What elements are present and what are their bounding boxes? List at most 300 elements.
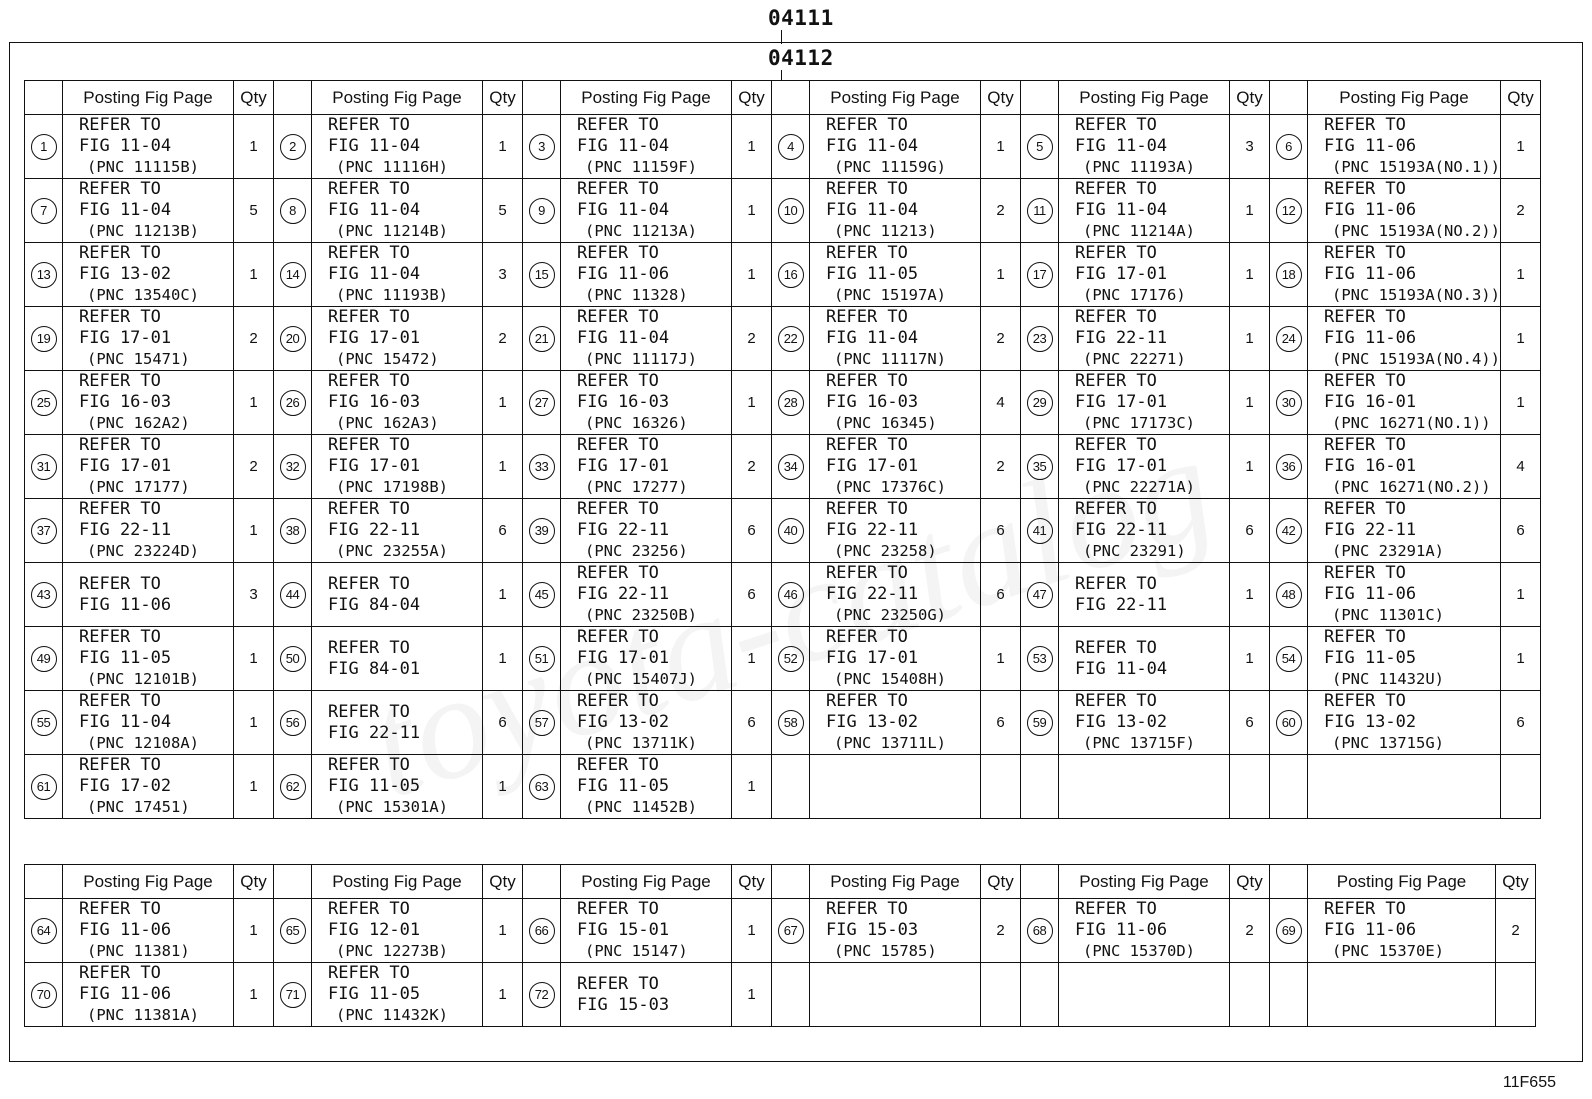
callout-number: 61 [31,774,57,800]
table-row [25,899,1536,963]
table-row [25,691,1541,755]
fig-page-text: FIG 11-05 [328,776,421,796]
fig-page-text: FIG 11-04 [1075,200,1168,220]
callout-number: 16 [778,262,804,288]
posting-ref-cell [63,627,234,691]
qty-cell: 6 [1500,691,1540,755]
refer-to-text: REFER TO [1075,307,1157,327]
pnc-text: (PNC 11116H) [336,158,448,176]
callout-number: 10 [778,198,804,224]
pnc-text: (PNC 16271(NO.1)) [1332,414,1491,432]
callout-number: 48 [1276,582,1302,608]
callout-number: 27 [529,390,555,416]
fig-page-text: FIG 22-11 [1075,328,1168,348]
refer-to-text: REFER TO [79,243,161,263]
qty-cell: 1 [732,179,772,243]
callout-number: 49 [31,646,57,672]
pnc-text: (PNC 11213A) [585,222,697,240]
posting-ref-cell [561,499,732,563]
refer-to-text: REFER TO [328,899,410,919]
callout-number: 59 [1027,710,1053,736]
pnc-text: (PNC 12101B) [87,670,199,688]
posting-ref-cell [1059,115,1230,179]
header-qty: Qty [234,865,274,899]
qty-cell: 1 [732,115,772,179]
callout-cell [1270,963,1308,1027]
table-row [25,963,1536,1027]
pnc-text: (PNC 11193B) [336,286,448,304]
callout-number: 50 [280,646,306,672]
callout-cell [1021,371,1059,435]
qty-cell: 1 [1500,563,1540,627]
fig-page-text: FIG 84-01 [328,658,421,679]
qty-cell: 4 [1500,435,1540,499]
header-num-cell [523,865,561,899]
refer-to-text: REFER TO [1324,499,1406,519]
callout-number: 8 [280,198,306,224]
fig-page-text: FIG 11-06 [79,594,172,615]
callout-cell [772,499,810,563]
header-posting-fig-page: Posting Fig Page [312,865,483,899]
refer-to-text: REFER TO [328,243,410,263]
pnc-text: (PNC 15785) [834,942,937,960]
refer-to-text: REFER TO [577,499,659,519]
table-body [25,899,1536,1027]
pnc-text: (PNC 11381A) [87,1006,199,1024]
reference-table-main [24,80,1541,819]
pnc-text: (PNC 15407J) [585,670,697,688]
fig-page-text: FIG 16-03 [79,392,172,412]
pnc-text: (PNC 11193A) [1083,158,1195,176]
refer-to-text: REFER TO [577,243,659,263]
posting-ref-cell [561,435,732,499]
pnc-text: (PNC 11117J) [585,350,697,368]
qty-cell: 2 [1500,179,1540,243]
qty-cell: 1 [483,115,523,179]
qty-cell: 4 [981,371,1021,435]
refer-to-text: REFER TO [79,115,161,135]
qty-cell: 1 [234,499,274,563]
refer-to-text: REFER TO [79,627,161,647]
pnc-text: (PNC 15472) [336,350,439,368]
callout-cell [25,627,63,691]
callout-cell [1270,627,1308,691]
pnc-text: (PNC 15193A(NO.4)) [1332,350,1500,368]
callout-cell [274,899,312,963]
callout-cell [523,243,561,307]
callout-number: 42 [1276,518,1302,544]
callout-number: 33 [529,454,555,480]
callout-cell [523,179,561,243]
posting-ref-cell [1308,755,1501,819]
header-qty: Qty [981,865,1021,899]
posting-ref-cell [312,963,483,1027]
fig-page-text: FIG 22-11 [1324,520,1417,540]
qty-cell: 2 [981,307,1021,371]
refer-to-text: REFER TO [577,627,659,647]
callout-cell [1270,499,1308,563]
refer-to-text: REFER TO [328,307,410,327]
callout-cell [523,627,561,691]
callout-cell [274,115,312,179]
refer-to-text: REFER TO [1324,243,1406,263]
qty-cell: 1 [234,899,274,963]
callout-cell [1021,115,1059,179]
posting-ref-cell [810,627,981,691]
refer-to-text: REFER TO [1324,179,1406,199]
callout-cell [1021,243,1059,307]
pnc-text: (PNC 13540C) [87,286,199,304]
refer-to-text: REFER TO [79,499,161,519]
refer-to-text: REFER TO [328,755,410,775]
pnc-text: (PNC 23291A) [1332,542,1444,560]
pnc-text: (PNC 162A2) [87,414,190,432]
posting-ref-cell [1308,435,1501,499]
refer-to-text: REFER TO [826,307,908,327]
qty-cell: 6 [981,563,1021,627]
table-row [25,307,1541,371]
qty-cell: 1 [234,691,274,755]
posting-ref-cell [810,371,981,435]
callout-cell [523,499,561,563]
pnc-text: (PNC 11432U) [1332,670,1444,688]
qty-cell: 1 [1230,371,1270,435]
posting-ref-cell [561,563,732,627]
posting-ref-cell [312,755,483,819]
qty-cell: 1 [732,755,772,819]
refer-to-text: REFER TO [79,573,161,594]
callout-number: 41 [1027,518,1053,544]
posting-ref-cell [810,307,981,371]
qty-cell: 1 [981,115,1021,179]
callout-number: 18 [1276,262,1302,288]
header-num-cell [1270,865,1308,899]
posting-ref-cell [312,499,483,563]
pnc-text: (PNC 13715G) [1332,734,1444,752]
callout-cell [25,691,63,755]
callout-number: 7 [31,198,57,224]
refer-to-text: REFER TO [826,499,908,519]
pnc-text: (PNC 17198B) [336,478,448,496]
callout-number: 60 [1276,710,1302,736]
callout-number: 64 [31,918,57,944]
fig-page-text: FIG 11-04 [79,200,172,220]
posting-ref-cell [63,755,234,819]
fig-page-text: FIG 22-11 [1075,594,1168,615]
pnc-text: (PNC 11213B) [87,222,199,240]
callout-number: 39 [529,518,555,544]
refer-to-text: REFER TO [826,435,908,455]
callout-number: 55 [31,710,57,736]
posting-ref-cell [1308,691,1501,755]
qty-cell: 2 [234,435,274,499]
header-posting-fig-page: Posting Fig Page [63,865,234,899]
callout-number: 14 [280,262,306,288]
pnc-text: (PNC 17173C) [1083,414,1195,432]
pnc-text: (PNC 11117N) [834,350,946,368]
fig-page-text: FIG 11-05 [1324,648,1417,668]
pnc-text: (PNC 23250G) [834,606,946,624]
callout-cell [1270,755,1308,819]
callout-cell [772,179,810,243]
callout-number: 71 [280,982,306,1008]
callout-cell [1270,371,1308,435]
qty-cell: 6 [981,691,1021,755]
refer-to-text: REFER TO [1324,563,1406,583]
callout-number: 21 [529,326,555,352]
callout-cell [772,371,810,435]
callout-cell [523,755,561,819]
fig-page-text: FIG 11-04 [826,136,919,156]
header-num-cell [25,81,63,115]
pnc-text: (PNC 11159F) [585,158,697,176]
refer-to-text: REFER TO [328,179,410,199]
fig-page-text: FIG 16-03 [826,392,919,412]
callout-cell [1021,307,1059,371]
figure-code: 11F655 [1502,1074,1556,1091]
qty-cell: 1 [732,371,772,435]
qty-cell: 6 [483,691,523,755]
qty-cell: 1 [1230,435,1270,499]
refer-to-text: REFER TO [1324,627,1406,647]
fig-page-text: FIG 17-01 [1075,264,1168,284]
pnc-text: (PNC 13711L) [834,734,946,752]
qty-cell: 5 [483,179,523,243]
fig-page-text: FIG 11-06 [79,920,172,940]
header-num-cell [1021,865,1059,899]
posting-ref-cell [1059,371,1230,435]
header-posting-fig-page: Posting Fig Page [1308,81,1501,115]
callout-cell [25,179,63,243]
fig-page-text: FIG 22-11 [577,584,670,604]
callout-number: 35 [1027,454,1053,480]
posting-ref-cell [561,179,732,243]
callout-cell [772,899,810,963]
callout-number: 38 [280,518,306,544]
callout-cell [1021,563,1059,627]
callout-cell [1270,179,1308,243]
fig-page-text: FIG 13-02 [1324,712,1417,732]
refer-to-text: REFER TO [826,115,908,135]
callout-number: 62 [280,774,306,800]
header-num-cell [274,81,312,115]
table-body [25,115,1541,819]
pnc-text: (PNC 162A3) [336,414,439,432]
posting-ref-cell [312,563,483,627]
qty-cell: 2 [732,435,772,499]
callout-cell [274,307,312,371]
qty-cell: 6 [732,691,772,755]
posting-ref-cell [312,899,483,963]
fig-page-text: FIG 17-01 [79,328,172,348]
posting-ref-cell [312,691,483,755]
qty-cell: 1 [732,243,772,307]
posting-ref-cell [1059,435,1230,499]
callout-number: 44 [280,582,306,608]
posting-ref-cell [312,179,483,243]
callout-cell [274,435,312,499]
posting-ref-cell [1059,243,1230,307]
pnc-text: (PNC 16345) [834,414,937,432]
pnc-text: (PNC 23291) [1083,542,1186,560]
callout-cell [1021,963,1059,1027]
qty-cell: 1 [234,371,274,435]
header-num-cell [25,865,63,899]
qty-cell: 3 [1230,115,1270,179]
pnc-text: (PNC 23224D) [87,542,199,560]
posting-ref-cell [1308,371,1501,435]
callout-number: 5 [1027,134,1053,160]
callout-number: 36 [1276,454,1302,480]
posting-ref-cell [810,563,981,627]
pnc-text: (PNC 23258) [834,542,937,560]
qty-cell: 1 [1500,115,1540,179]
posting-ref-cell [561,307,732,371]
posting-ref-cell [1308,963,1496,1027]
qty-cell: 1 [1230,627,1270,691]
refer-to-text: REFER TO [577,371,659,391]
callout-cell [523,691,561,755]
posting-ref-cell [1059,307,1230,371]
fig-page-text: FIG 11-04 [577,200,670,220]
callout-cell [25,755,63,819]
header-qty: Qty [1230,865,1270,899]
pnc-text: (PNC 23250B) [585,606,697,624]
pnc-text: (PNC 11328) [585,286,688,304]
callout-cell [274,179,312,243]
pnc-text: (PNC 15193A(NO.1)) [1332,158,1500,176]
refer-to-text: REFER TO [1075,691,1157,711]
reference-table-additional [24,864,1536,1027]
qty-cell: 1 [234,963,274,1027]
callout-cell [274,627,312,691]
qty-cell: 2 [234,307,274,371]
refer-to-text: REFER TO [577,899,659,919]
qty-cell: 1 [1500,371,1540,435]
qty-cell: 1 [483,563,523,627]
refer-to-text: REFER TO [577,973,659,994]
header-qty: Qty [732,865,772,899]
posting-ref-cell [810,115,981,179]
fig-page-text: FIG 11-04 [79,136,172,156]
qty-cell [1230,963,1270,1027]
qty-cell: 6 [732,499,772,563]
callout-number: 32 [280,454,306,480]
fig-page-text: FIG 11-05 [826,264,919,284]
fig-page-text: FIG 13-02 [1075,712,1168,732]
qty-cell: 1 [234,627,274,691]
callout-cell [523,371,561,435]
callout-number: 66 [529,918,555,944]
header-qty: Qty [1496,865,1536,899]
qty-cell [1500,755,1540,819]
header-posting-fig-page: Posting Fig Page [312,81,483,115]
header-qty: Qty [981,81,1021,115]
refer-to-text: REFER TO [577,307,659,327]
refer-to-text: REFER TO [826,899,908,919]
fig-page-text: FIG 13-02 [826,712,919,732]
callout-number: 25 [31,390,57,416]
fig-page-text: FIG 11-05 [328,984,421,1004]
callout-cell [772,243,810,307]
fig-page-text: FIG 17-01 [577,456,670,476]
callout-cell [523,963,561,1027]
qty-cell: 2 [732,307,772,371]
pnc-text: (PNC 11301C) [1332,606,1444,624]
fig-page-text: FIG 11-06 [1324,920,1417,940]
qty-cell [1230,755,1270,819]
qty-cell: 1 [483,371,523,435]
fig-page-text: FIG 17-01 [79,456,172,476]
header-posting-fig-page: Posting Fig Page [561,865,732,899]
callout-number: 23 [1027,326,1053,352]
posting-ref-cell [810,499,981,563]
qty-cell: 5 [234,179,274,243]
header-qty: Qty [732,81,772,115]
posting-ref-cell [1308,179,1501,243]
posting-ref-cell [63,499,234,563]
header-num-cell [274,865,312,899]
refer-to-text: REFER TO [826,563,908,583]
qty-cell: 1 [1500,307,1540,371]
posting-ref-cell [1308,563,1501,627]
callout-cell [523,307,561,371]
callout-cell [274,499,312,563]
fig-page-text: FIG 17-01 [1075,456,1168,476]
fig-page-text: FIG 22-11 [328,520,421,540]
posting-ref-cell [561,755,732,819]
refer-to-text: REFER TO [79,755,161,775]
pnc-text: (PNC 11213) [834,222,937,240]
fig-page-text: FIG 15-01 [577,920,670,940]
pnc-text: (PNC 17451) [87,798,190,816]
header-num-cell [523,81,561,115]
posting-ref-cell [1059,563,1230,627]
posting-ref-cell [810,899,981,963]
posting-ref-cell [1059,963,1230,1027]
pnc-text: (PNC 16271(NO.2)) [1332,478,1491,496]
qty-cell: 1 [1230,243,1270,307]
refer-to-text: REFER TO [79,691,161,711]
callout-number: 9 [529,198,555,224]
fig-page-text: FIG 17-02 [79,776,172,796]
refer-to-text: REFER TO [79,435,161,455]
pnc-text: (PNC 11115B) [87,158,199,176]
posting-ref-cell [561,899,732,963]
callout-number: 63 [529,774,555,800]
posting-ref-cell [1059,627,1230,691]
refer-to-text: REFER TO [826,243,908,263]
fig-page-text: FIG 17-01 [826,648,919,668]
callout-number: 22 [778,326,804,352]
posting-ref-cell [1059,179,1230,243]
table-header-row [25,81,1541,115]
parent-part-code: 04111 [768,6,834,30]
pnc-text: (PNC 22271A) [1083,478,1195,496]
pnc-text: (PNC 11214A) [1083,222,1195,240]
callout-number: 3 [529,134,555,160]
refer-to-text: REFER TO [79,179,161,199]
sub-part-code: 04112 [768,46,834,70]
fig-page-text: FIG 22-11 [577,520,670,540]
refer-to-text: REFER TO [577,563,659,583]
header-posting-fig-page: Posting Fig Page [810,81,981,115]
header-posting-fig-page: Posting Fig Page [1059,81,1230,115]
pnc-text: (PNC 11452B) [585,798,697,816]
table-row [25,563,1541,627]
pnc-text: (PNC 13711K) [585,734,697,752]
pnc-text: (PNC 15370E) [1332,942,1444,960]
